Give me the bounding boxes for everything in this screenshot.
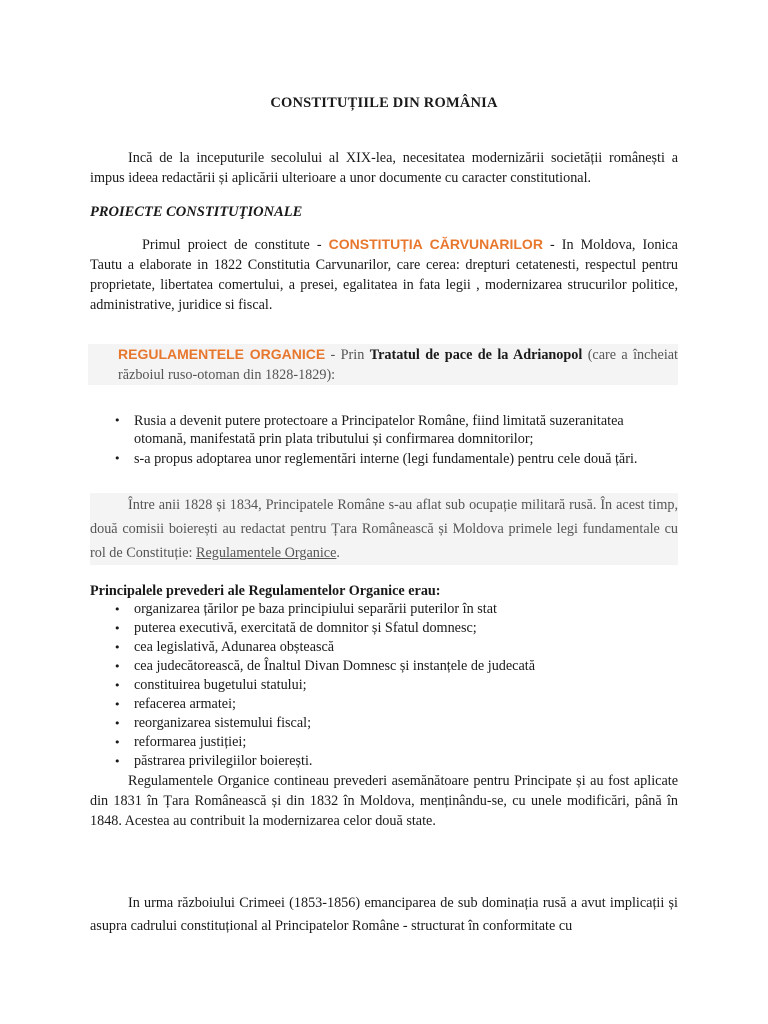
ocupatie-end: .: [336, 545, 340, 561]
regulamente-highlight: REGULAMENTELE ORGANICE: [118, 346, 326, 362]
carvunari-pre: Primul proiect de constitute -: [142, 237, 329, 253]
list-item: • Rusia a devenit putere protectoare a Principatelor Române, fiind limitată suzeranitatea otomană, manifestată prin plata tributului și confirmarea domnitorilor;: [112, 412, 672, 448]
list-item: • păstrarea privilegiilor boierești.: [112, 752, 672, 771]
section-heading-proiecte: PROIECTE CONSTITUŢIONALE: [90, 204, 303, 220]
regulamente-pre: - Prin: [325, 347, 370, 363]
regulamente-paragraph: [88, 344, 678, 385]
list-item: • reformarea justiției;: [112, 733, 672, 752]
prevederi-list: [112, 600, 672, 771]
list-item: • constituirea bugetului statului;: [112, 676, 672, 695]
ocupatie-paragraph: [90, 493, 678, 565]
carvunari-highlight: CONSTITUȚIA CĂRVUNARILOR: [328, 236, 543, 252]
regulamente-bullets: [112, 412, 672, 468]
list-item: • refacerea armatei;: [112, 695, 672, 714]
closing-paragraph: Regulamentele Organice contineau prevederi asemănătoare pentru Principate și au fost aplicate din 1831 în Țara Românească și din 1832 în Moldova, menținându-se, cu unele modificări, până în 1848. Acestea au contribuit la modernizarea celor două state.: [90, 773, 678, 829]
page-title: CONSTITUȚIILE DIN ROMÂNIA: [270, 95, 498, 111]
ocupatie-text: Între anii 1828 și 1834, Principatele Române s-au aflat sub ocupație militară rusă. În acest timp, două comisii boierești au redactat pentru Țara Românească și Moldova primele legi fundamentale cu rol de Constituție:: [90, 497, 678, 561]
list-item: • reorganizarea sistemului fiscal;: [112, 714, 672, 733]
carvunari-paragraph: [90, 234, 678, 315]
list-item: • cea legislativă, Adunarea obștească: [112, 638, 672, 657]
tratat-adrianopol: Tratatul de pace de la Adrianopol: [369, 347, 583, 363]
prevederi-heading: Principalele prevederi ale Regulamentelor Organice erau:: [90, 583, 441, 599]
list-item: • cea judecătorească, de Înaltul Divan Domnesc și instanțele de judecată: [112, 657, 672, 676]
carvunari-text: - In Moldova, Ionica Tautu a elaborate in 1822 Constitutia Carvunarilor, care cerea: drepturi cetatenesti, respectul pentru proprietate, libertatea comertului, a presei, egalitatea in fata legii , modernizarea strucurilor politice, administrative, juridice si fiscal.: [90, 237, 678, 313]
list-item: • s-a propus adoptarea unor reglementări interne (legi fundamentale) pentru cele două țări.: [112, 450, 672, 468]
list-item: • puterea executivă, exercitată de domnitor și Sfatul domnesc;: [112, 619, 672, 638]
regulamente-post: (care a încheiat războiul ruso-otoman din 1828-1829):: [118, 347, 678, 383]
regulamente-link[interactable]: Regulamentele Organice: [196, 545, 337, 561]
crimeea-paragraph: In urma războiului Crimeei (1853-1856) emanciparea de sub dominația rusă a avut implicații și asupra cadrului constituțional al Principatelor Române - structurat în conformitate cu: [90, 895, 678, 934]
list-item: • organizarea țărilor pe baza principiului separării puterilor în stat: [112, 600, 672, 619]
intro-paragraph: Incă de la inceputurile secolului al XIX-lea, necesitatea modernizării societății românești a impus ideea redactării și aplicării ulterioare a unor documente cu caracter constitutional.: [90, 150, 678, 186]
